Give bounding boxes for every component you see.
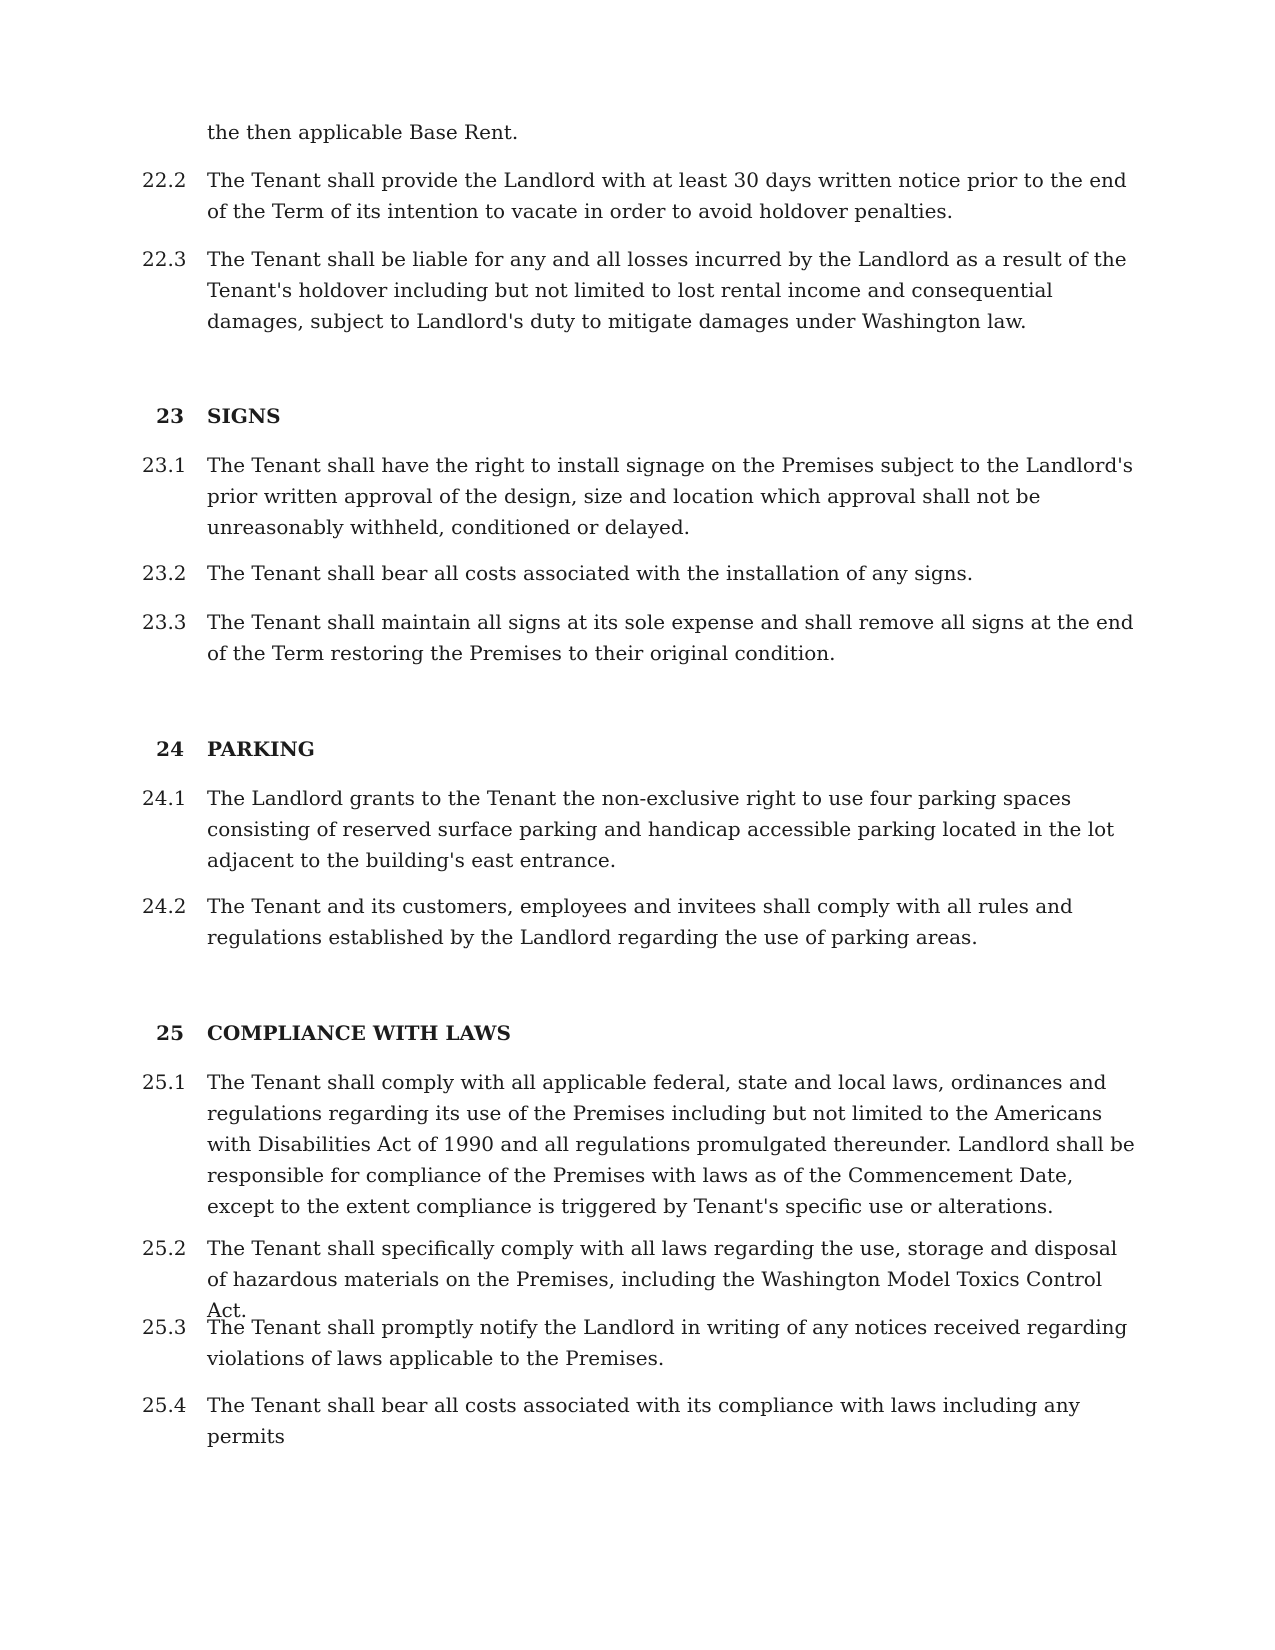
clause-text: The Tenant shall maintain all signs at its sole expense and shall remove all signs at the end of the Term restoring the Premises to their original condition. (207, 610, 1134, 665)
section-title: SIGNS (207, 404, 281, 428)
clause-text: The Tenant shall promptly notify the Landlord in writing of any notices received regarding violations of laws applicable to the Premises. (207, 1315, 1128, 1370)
clause-text: The Tenant shall have the right to install signage on the Premises subject to the Landlord's prior written approval of the design, size and location which approval shall not be unreasonably withheld, conditioned or delayed. (207, 453, 1134, 539)
section-title: COMPLIANCE WITH LAWS (207, 1021, 511, 1045)
clause-number: 25.3 (142, 1315, 187, 1339)
clause-text: The Tenant shall comply with all applicable federal, state and local laws, ordinances and regulations regarding its use of the Premises including but not limited to the Americans with Disabilities Act of 1990 and all regulations promulgated thereunder. Landlord shall be responsible for compliance of the Premises with laws as of the Commencement Date, except to the extent compliance is triggered by Tenant's specific use or alterations. (207, 1070, 1135, 1218)
clause-number: 22.3 (142, 247, 187, 271)
clause-text: The Landlord grants to the Tenant the non-exclusive right to use four parking spaces consisting of reserved surface parking and handicap accessible parking located in the lot adjacent to the building's east entrance. (207, 786, 1115, 872)
clause-text: The Tenant shall be liable for any and all losses incurred by the Landlord as a result of the Tenant's holdover including but not limited to lost rental income and consequential damages, subject to Landlord's duty to mitigate damages under Washington law. (207, 247, 1127, 333)
section-title: PARKING (207, 737, 315, 761)
clause-number: 25.4 (142, 1393, 187, 1417)
continuation-text: the then applicable Base Rent. (207, 120, 519, 144)
clause-number: 24.1 (142, 786, 187, 810)
clause-number: 24.2 (142, 894, 187, 918)
clause-number: 23.3 (142, 610, 187, 634)
section-number: 23 (156, 404, 184, 428)
clause-number: 25.1 (142, 1070, 187, 1094)
clause-text: The Tenant shall bear all costs associated with the installation of any signs. (207, 561, 974, 585)
clause-text: The Tenant shall bear all costs associated with its compliance with laws including any permits (207, 1393, 1080, 1448)
clause-number: 23.2 (142, 561, 187, 585)
clause-text: The Tenant shall provide the Landlord with at least 30 days written notice prior to the end of the Term of its intention to vacate in order to avoid holdover penalties. (207, 168, 1127, 223)
clause-text: The Tenant shall specifically comply with all laws regarding the use, storage and disposal of hazardous materials on the Premises, including the Washington Model Toxics Control Act. (207, 1236, 1118, 1322)
clause-text: The Tenant and its customers, employees and invitees shall comply with all rules and regulations established by the Landlord regarding the use of parking areas. (207, 894, 1073, 949)
clause-number: 22.2 (142, 168, 187, 192)
clause-number: 25.2 (142, 1236, 187, 1260)
clause-number: 23.1 (142, 453, 187, 477)
section-number: 24 (156, 737, 184, 761)
section-number: 25 (156, 1021, 184, 1045)
